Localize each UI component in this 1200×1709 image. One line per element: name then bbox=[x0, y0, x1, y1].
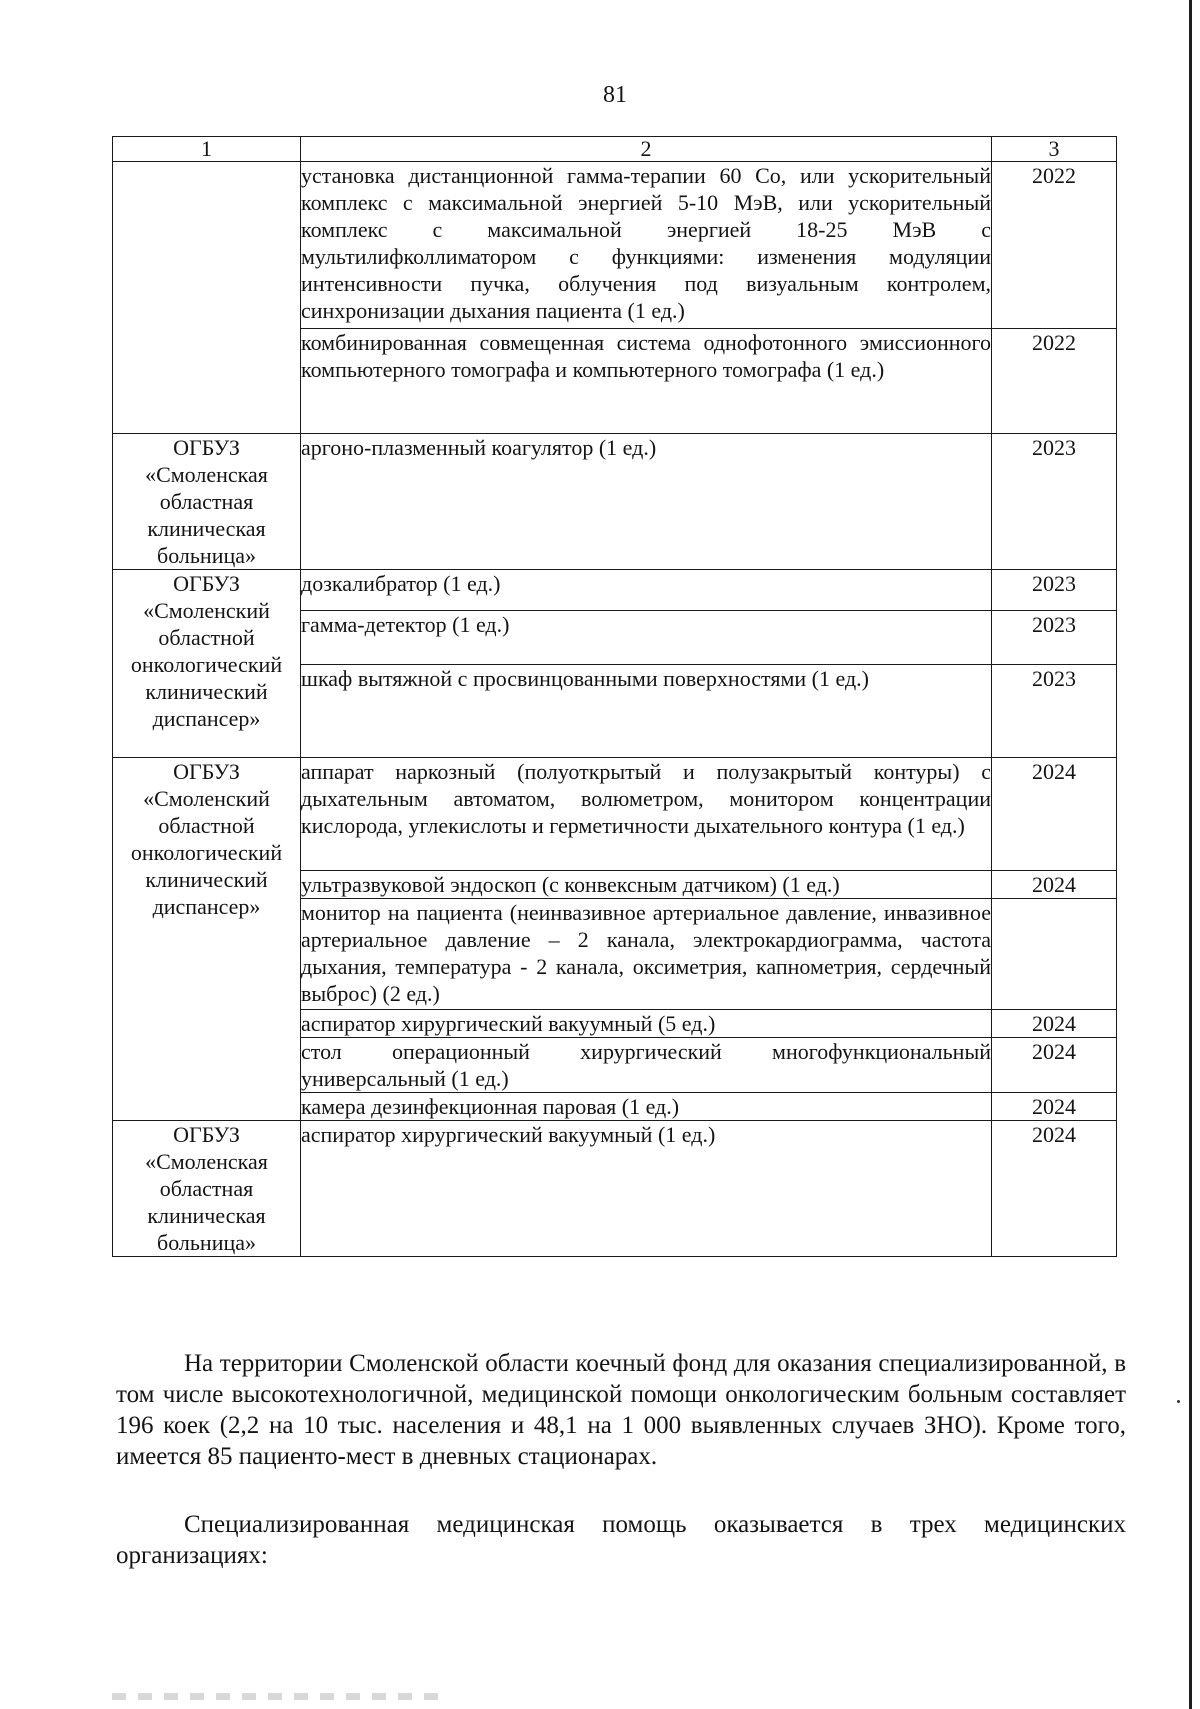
year-cell: 2022 bbox=[992, 329, 1117, 434]
scan-edge-line bbox=[1189, 0, 1192, 1709]
year-cell: 2024 bbox=[992, 1121, 1117, 1257]
equipment-item-cell: гамма-детектор (1 ед.) bbox=[301, 611, 992, 665]
year-cell bbox=[992, 899, 1117, 1010]
table-row bbox=[113, 570, 1117, 611]
equipment-item-cell: стол операционный хирургический многофункциональный универсальный (1 ед.) bbox=[301, 1039, 991, 1091]
table-row bbox=[113, 162, 1117, 329]
equipment-item-cell: шкаф вытяжной с просвинцованными поверхностями (1 ед.) bbox=[301, 665, 992, 758]
equipment-item-cell: аргоно-плазменный коагулятор (1 ед.) bbox=[301, 434, 992, 570]
scan-speck bbox=[1177, 1400, 1180, 1403]
organization-cell: ОГБУЗ «Смоленский областной онкологический клинический диспансер» bbox=[113, 758, 301, 1121]
column-header-3: 3 bbox=[992, 137, 1117, 162]
body-paragraph: Специализированная медицинская помощь оказывается в трех медицинских организациях: bbox=[116, 1511, 1126, 1569]
year-cell: 2023 bbox=[992, 611, 1117, 665]
column-header-1: 1 bbox=[113, 137, 301, 162]
organization-cell: ОГБУЗ «Смоленская областная клиническая больница» bbox=[113, 434, 301, 570]
table-header-row bbox=[113, 137, 1117, 162]
table-row bbox=[113, 1121, 1117, 1257]
equipment-item-cell: установка дистанционной гамма-терапии 60 Со, или ускорительный комплекс с максимальной энергией 5-10 МэВ, или ускорительный комплекс с максимальной энергией 18-25 МэВ с мультилифколлиматором с функциями: изменения модуляции интенсивности пучка, облучения под визуальным контролем, синхронизации дыхания пациента (1 ед.) bbox=[301, 162, 992, 329]
column-header-2: 2 bbox=[301, 137, 992, 162]
equipment-table bbox=[112, 136, 1117, 1257]
year-cell: 2024 bbox=[992, 871, 1117, 899]
organization-cell: ОГБУЗ «Смоленская областная клиническая больница» bbox=[113, 1121, 301, 1257]
equipment-item-cell: аспиратор хирургический вакуумный (5 ед.) bbox=[301, 1010, 992, 1038]
year-cell: 2024 bbox=[992, 1038, 1117, 1093]
table-row bbox=[113, 434, 1117, 570]
table-row bbox=[113, 758, 1117, 871]
body-paragraph: На территории Смоленской области коечный фонд для оказания специализированной, в том числе высокотехнологичной, медицинской помощи онкологическим больным составляет 196 коек (2,2 на 10 тыс. населения и 48,1 на 1 000 выявленных случаев ЗНО). Кроме того, имеется 85 пациенто-мест в дневных стационарах. bbox=[116, 1350, 1126, 1470]
equipment-item-cell: аппарат наркозный (полуоткрытый и полузакрытый контуры) с дыхательным автоматом, волюметром, монитором концентрации кислорода, углекислоты и герметичности дыхательного контура (1 ед.) bbox=[301, 758, 992, 871]
year-cell: 2024 bbox=[992, 1010, 1117, 1038]
equipment-item-cell: монитор на пациента (неинвазивное артериальное давление, инвазивное артериальное давление – 2 канала, электрокардиограмма, частота дыхания, температура - 2 канала, оксиметрия, капнометрия, сердечный выброс) (2 ед.) bbox=[301, 899, 992, 1010]
year-cell: 2023 bbox=[992, 570, 1117, 611]
year-cell: 2024 bbox=[992, 1093, 1117, 1121]
organization-cell: ОГБУЗ «Смоленский областной онкологический клинический диспансер» bbox=[113, 570, 301, 758]
organization-cell bbox=[113, 162, 301, 434]
year-cell: 2023 bbox=[992, 434, 1117, 570]
cropped-text-fragment bbox=[112, 1693, 442, 1700]
year-cell: 2022 bbox=[992, 162, 1117, 329]
page-number: 81 bbox=[603, 82, 627, 108]
equipment-item-cell: ультразвуковой эндоскоп (с конвексным датчиком) (1 ед.) bbox=[301, 871, 992, 899]
year-cell: 2023 bbox=[992, 665, 1117, 758]
equipment-item-cell: аспиратор хирургический вакуумный (1 ед.) bbox=[301, 1121, 992, 1257]
equipment-item-cell: камера дезинфекционная паровая (1 ед.) bbox=[301, 1093, 992, 1121]
equipment-item-cell: дозкалибратор (1 ед.) bbox=[301, 570, 992, 611]
year-cell: 2024 bbox=[992, 758, 1117, 871]
equipment-item-cell: комбинированная совмещенная система однофотонного эмиссионного компьютерного томографа и компьютерного томографа (1 ед.) bbox=[301, 329, 992, 434]
